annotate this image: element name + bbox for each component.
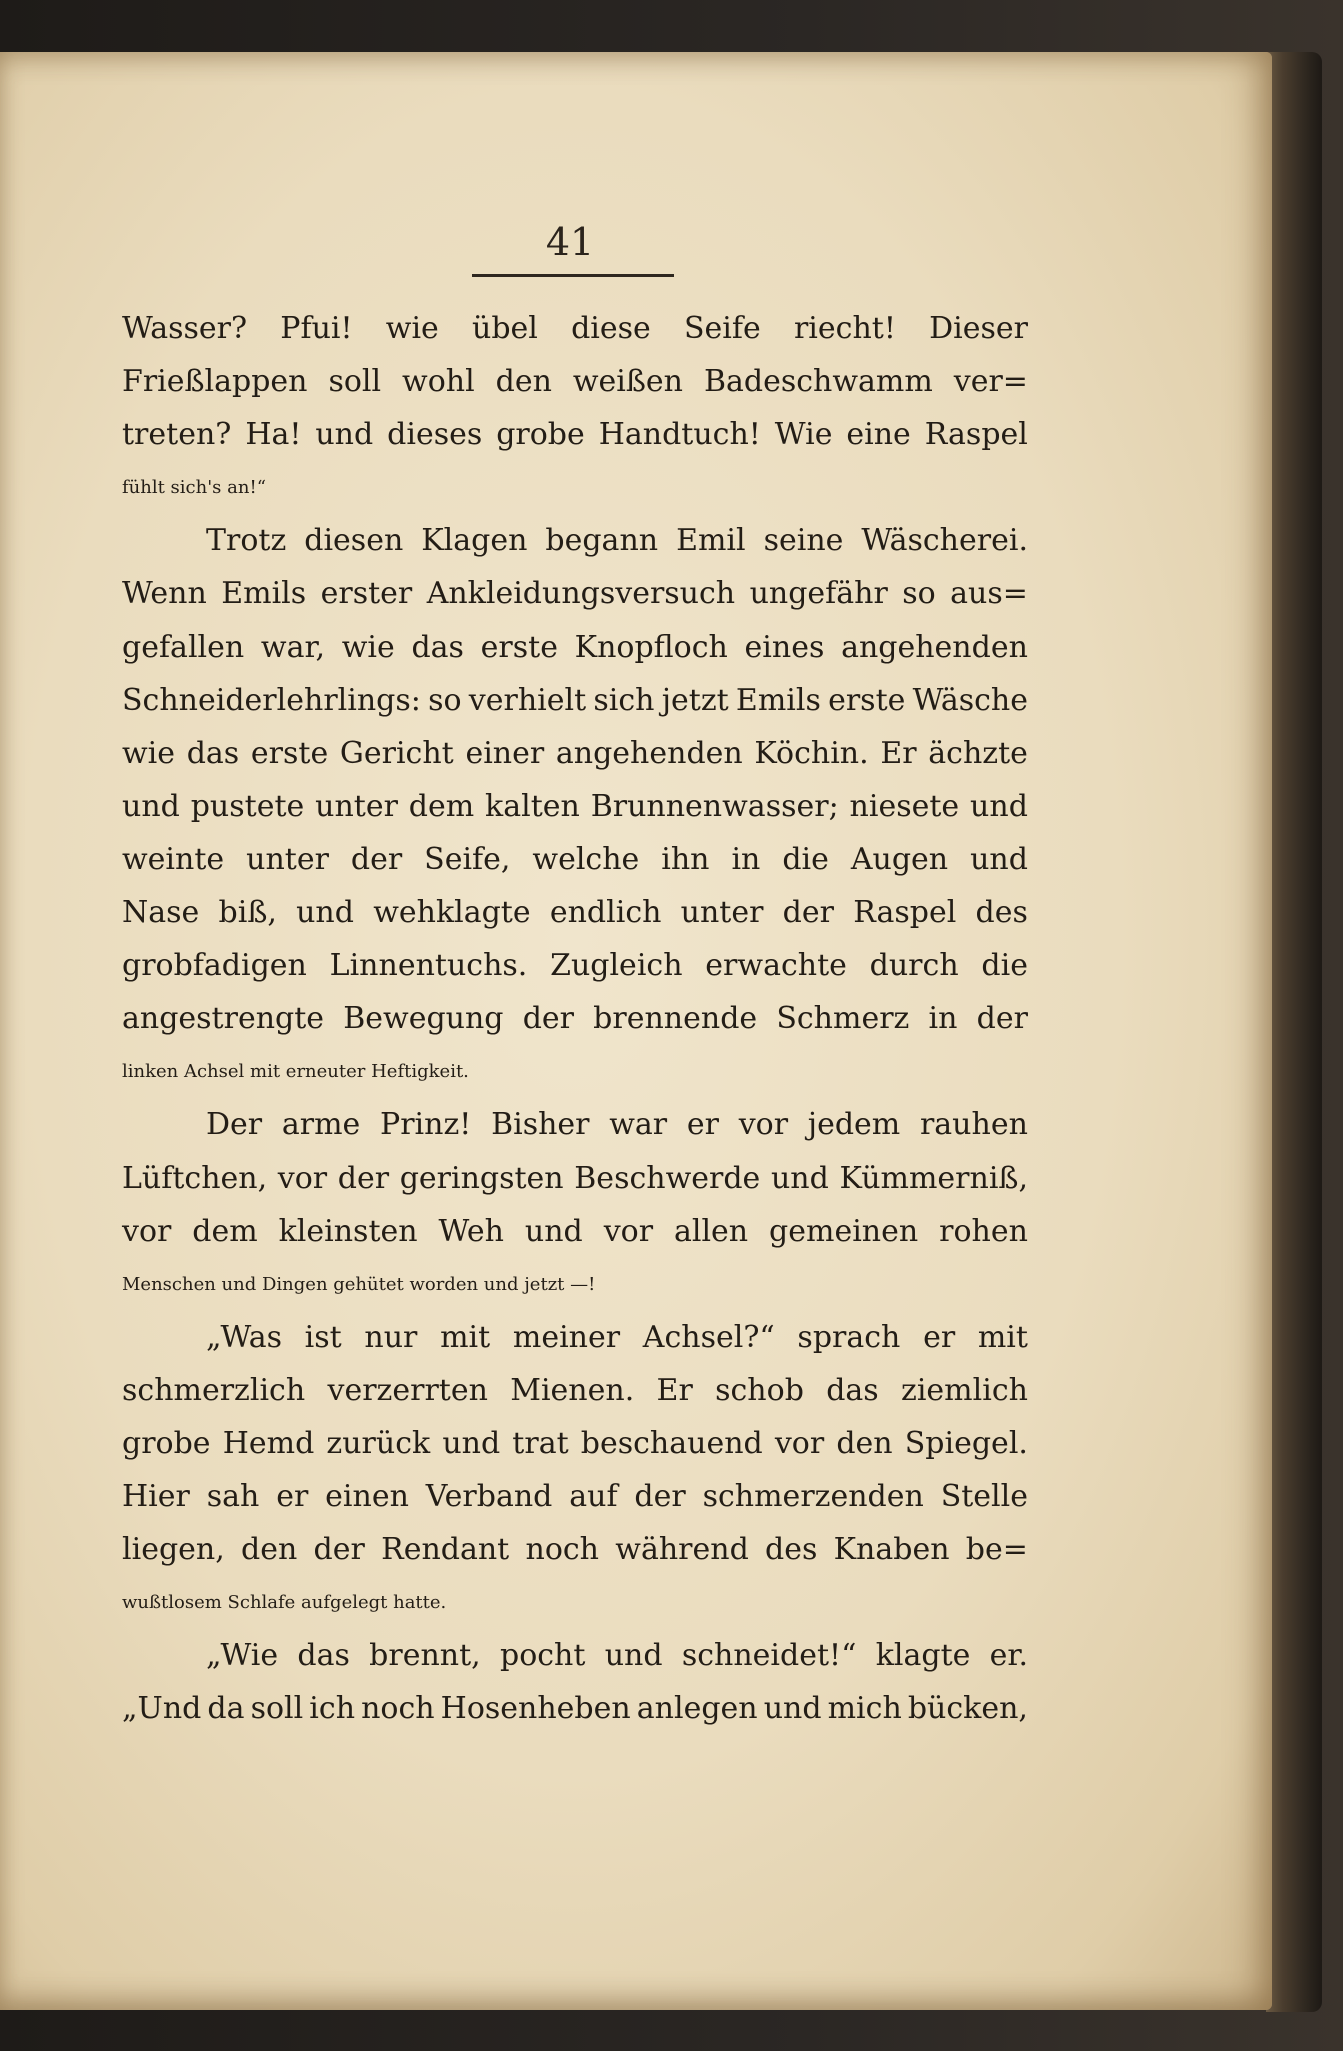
text-line: und pustete unter dem kalten Brunnenwasser; niesete und [122, 788, 1028, 824]
text-line: Nase biß, und wehklagte endlich unter der Raspel des [122, 895, 1028, 931]
text-line: Lüftchen, vor der geringsten Beschwerde und Kümmerniß, [122, 1160, 1028, 1196]
text-line: gefallen war, wie das erste Knopfloch eines angehenden [122, 629, 1028, 665]
text-line: vor dem kleinsten Weh und vor allen gemeinen rohen [122, 1213, 1028, 1249]
text-line: wußtlosem Schlafe aufgelegt hatte. [122, 1592, 447, 1614]
text-line: Wenn Emils erster Ankleidungsversuch ungefähr so aus= [122, 576, 1028, 612]
text-line: „Wie das brennt, pocht und schneidet!“ klagte er. [206, 1638, 1028, 1674]
body-text [122, 302, 1028, 1736]
text-line: Wasser? Pfui! wie übel diese Seife riecht! Dieser [122, 311, 1028, 346]
book-page [0, 52, 1272, 2010]
text-line: angestrengte Bewegung der brennende Schmerz in der [122, 1001, 1028, 1037]
page-number: 41 [545, 220, 595, 264]
text-line: „Und da soll ich noch Hosenheben anlegen und mich bücken, [122, 1691, 1028, 1727]
text-line: Hier sah er einen Verband auf der schmerzenden Stelle [122, 1479, 1028, 1515]
text-line: grobfadigen Linnentuchs. Zugleich erwachte durch die [122, 948, 1028, 984]
text-line: wie das erste Gericht einer angehenden Köchin. Er ächzte [122, 735, 1028, 771]
text-line: schmerzlich verzerrten Mienen. Er schob das ziemlich [122, 1372, 1028, 1408]
text-line: fühlt sich's an!“ [122, 477, 266, 499]
text-line: Trotz diesen Klagen begann Emil seine Wäscherei. [206, 523, 1028, 559]
text-line: treten? Ha! und dieses grobe Handtuch! Wie eine Raspel [122, 417, 1028, 453]
text-line: weinte unter der Seife, welche ihn in die Augen und [122, 841, 1028, 877]
text-line: liegen, den der Rendant noch während des Knaben be= [122, 1532, 1028, 1568]
text-line: Frießlappen soll wohl den weißen Badeschwamm ver= [122, 364, 1028, 400]
text-line: „Was ist nur mit meiner Achsel?“ sprach er mit [206, 1319, 1028, 1355]
text-line: Menschen und Dingen gehütet worden und jetzt —! [122, 1273, 596, 1295]
text-line: Schneiderlehrlings: so verhielt sich jetzt Emils erste Wäsche [122, 682, 1028, 718]
text-line: Der arme Prinz! Bisher war er vor jedem rauhen [206, 1107, 1028, 1143]
text-line: linken Achsel mit erneuter Heftigkeit. [122, 1061, 469, 1083]
book-spine-edge [1266, 52, 1322, 2012]
text-line: grobe Hemd zurück und trat beschauend vor den Spiegel. [122, 1425, 1028, 1461]
page-number-rule [472, 274, 674, 277]
